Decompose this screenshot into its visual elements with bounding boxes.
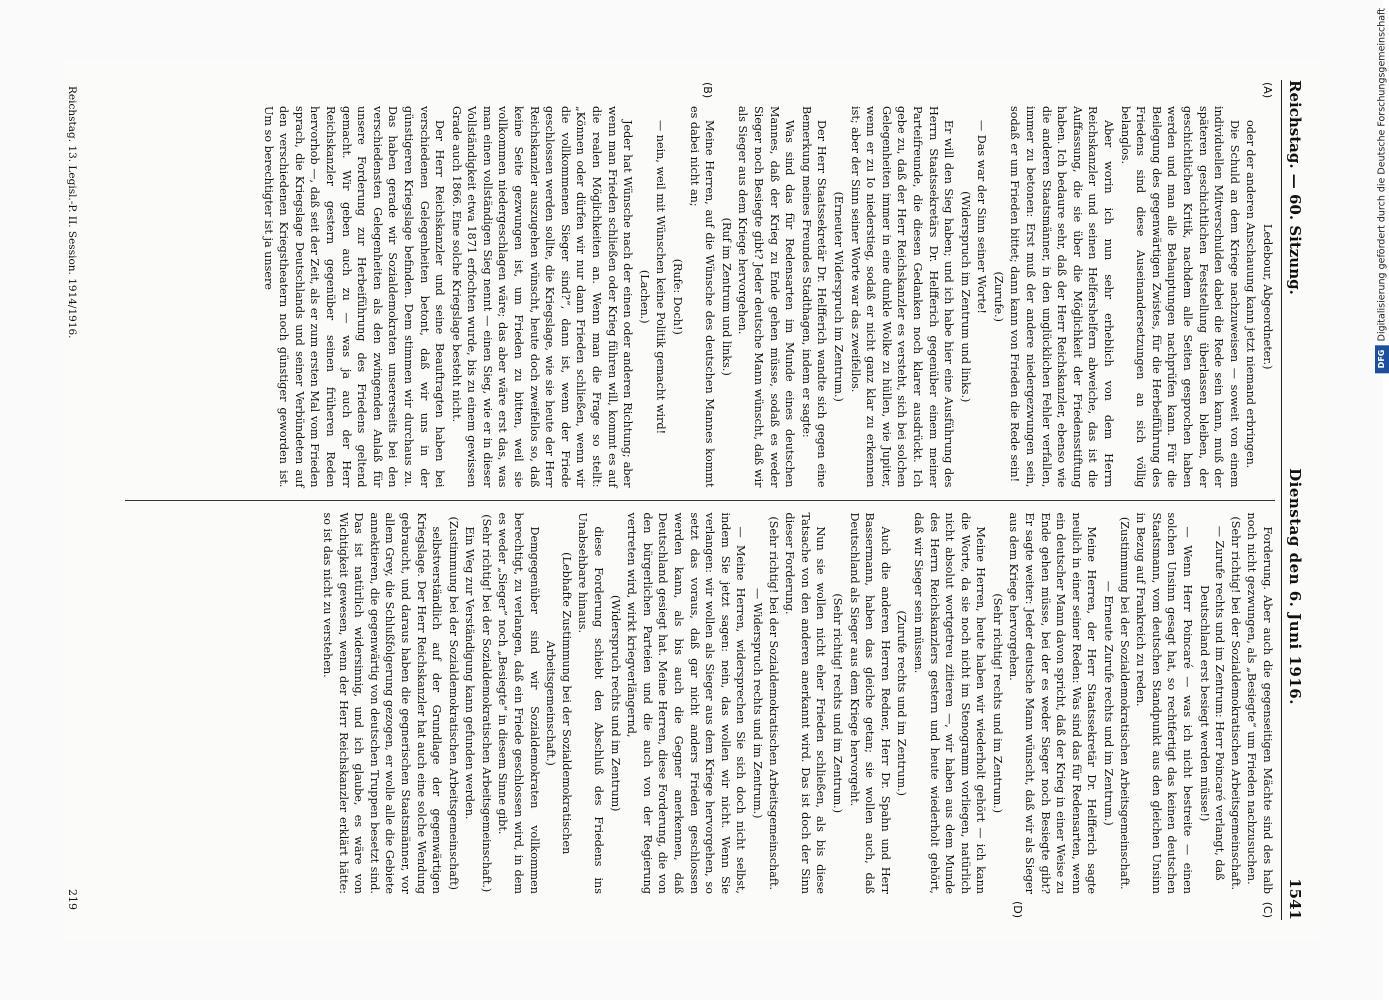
paragraph: Meine Herren, heute haben wir wiederholt gehört — ich kann die Worte, da sie noch nicht im Stenogramm vorliegen, natürlich nicht absolut wortgetreu zitieren —, wir haben aus dem Munde des Herrn Reichskanzlers gestern und heute wiederholt gehört, daß wir Sieger sein müssen.: [911, 512, 987, 894]
paragraph: (Zurufe.): [991, 271, 1005, 323]
paragraph: (Sehr richtig! bei der Sozialdemokratischen Arbeitsgemeinschaft. — Widerspruch rechts und im Zentrum.): [750, 516, 780, 891]
paragraph: Meine Herren, der Herr Staatssekretär Dr. Helfferich sagte neulich in einer seiner Reden: Was sind das für Redensarten, wenn ein deutscher Mann davon spricht, daß der Krieg in einer Weise zu Ende gehen müsse, bei der es weder Sieger noch Besiegte gibt? Er sagte weiter: Jeder deutsche Mann wünscht, daß wir als Sieger aus dem Kriege hervorgehen.: [1007, 512, 1098, 894]
page-number: 1541: [1285, 878, 1304, 920]
paragraph: (Rufe: Doch!): [670, 258, 684, 335]
margin-marker-c: (C): [1260, 901, 1274, 918]
margin-marker-b: (B): [700, 82, 714, 99]
paragraph: (Zustimmung bei der Sozialdemokratischen Arbeitsgemeinschaft. — Erneute Zurufe rechts und im Zentrum.): [1101, 516, 1131, 890]
paragraph: Nun sie wollen nicht eher Frieden schließen, als bis diese Tatsache von den anderen anerkannt wird. Das ist doch der Sinn dieser Forderung.: [782, 512, 827, 894]
paragraph: Ein Weg zur Verständigung kann gefunden werden.: [462, 526, 476, 820]
paragraph: — Das war der Sinn seiner Worte!: [974, 120, 988, 314]
paragraph: Die Schuld an dem Kriege nachzuweisen — soweit von einem individuellen Mitverschulden dabei die Rede sein kann, muß der späteren geschichtlichen Feststellung überlassen bleiben, der geschichtlichen Kritik, nachdem alle Seiten gesprochen haben werden und man alle Behauptungen nachprüfen kann. Für die Beilegung des gegenwärtigen Zwistes, für die Herbeiführung des Friedens sind diese Auseinandersetzungen an sich völlig belanglos.: [1118, 106, 1241, 488]
paragraph: (Widerspruch im Zentrum und links.): [958, 191, 972, 403]
footer-left: Reichstag. 13. Legisl.-P. II. Session. 1914/1916.: [65, 86, 78, 339]
paragraph: (Zustimmung bei der Sozialdemokratischen Arbeitsgemeinschaft): [446, 516, 460, 891]
paragraph: (Sehr richtig! bei der Sozialdemokratischen Arbeitsgemeinschaft.): [479, 514, 493, 893]
paragraph: Jeder hat Wünsche nach der einen oder anderen Richtung; aber wenn man Frieden schließen oder Krieg führen will, kommt es auf die realen Möglichkeiten an. Wenn man die Frage so stellt: „Können oder dürfen wir nur dann Frieden schließen, wenn wir die vollkommenen Sieger sind?“, dann ist, wenn der Friede geschlossen werden sollte, die Kriegslage, wie sie heute der Herr Reichskanzler auszugehen wünscht, heute doch zweifellos so, daß keine Seite gezwungen ist, um Frieden zu bitten, weil sie vollkommen niedergeschlagen wäre; das aber wäre erst das, was man einen vollständigen Sieg nennt — einen Sieg, wie er in dieser Vollständigkeit etwa 1871 erfochten wurde, bis zu einem gewissen Grade auch 1866. Eine solche Kriegslage besteht nicht.: [449, 106, 634, 488]
header-date: Dienstag den 6. Juni 1916.: [1285, 468, 1304, 705]
paragraph: (Lebhafte Zustimmung bei der Sozialdemokratischen Arbeitsgemeinschaft.): [543, 552, 573, 855]
paragraph: (Zurufe rechts und im Zentrum.): [894, 610, 908, 796]
paragraph: Was sind das für Redensarten im Munde eines deutschen Mannes, daß der Krieg zu Ende gehen müsse, sodaß es weder Sieger noch Besiegte gibt? Jeder deutsche Mann wünscht, daß wir als Sieger aus dem Kriege hervorgehen.: [735, 106, 796, 488]
dfg-logo: DFG: [1375, 345, 1389, 373]
paragraph: — Wenn Herr Poincaré — was ich nicht bestreite — einen solchen Unsinn gesagt hat, so rechtfertigt das keinen deutschen Staatsmann, vom deutschen Standpunkt aus den gleichen Unsinn in Bezug auf Frankreich zu reden.: [1133, 512, 1194, 894]
paragraph: (Erneuter Widerspruch im Zentrum.): [831, 191, 845, 402]
paragraph: Der Herr Reichskanzler und seine Beauftragten haben bei verschiedenen Gelegenheiten betont, daß wir uns in der günstigeren Kriegslage befinden. Dem stimmen wir durchaus zu. Das haben gerade wir Sozialdemokraten unsererseits bei den verschiedensten Gelegenheiten als den zwingenden Anlaß für unsere Forderung zur Herbeiführung des Friedens geltend gemacht. Wir geben auch zu — was ja auch der Herr Reichskanzler gestern gegenüber seinen früheren Reden hervorhob —, daß seit der Zeit, als er zum ersten Mal vom Frieden sprach, die Kriegslage Deutschlands und seiner Verbündeten auf den verschiedenen Kriegstheatern noch günstiger geworden ist. Um so berechtigter ist ja unsere: [261, 106, 446, 488]
paragraph: (Lachen.): [637, 269, 651, 324]
paragraph: (Ruf im Zentrum und links.): [719, 217, 733, 376]
left-column: [125, 80, 1275, 501]
paragraph: (Sehr richtig! bei der Sozialdemokratischen Arbeitsgemeinschaft. — Zurufe rechts und im Zentrum: Herr Poincaré verlangt, daß Deutschland erst besiegt werden müsse!): [1197, 516, 1242, 891]
paragraph: (Sehr richtig! rechts und im Zentrum.): [990, 593, 1004, 814]
dfg-credit: [1375, 8, 1389, 373]
dfg-credit-text: Digitalisierung gefördert durch die Deutsche Forschungsgemeinschaft: [1376, 8, 1388, 342]
paragraph: Er will den Sieg haben; und ich habe hier eine Ausführung des Herrn Staatssekretärs Dr. Helfferich gegenüber einem meiner Parteifreunde, die diesen Gedanken noch klarer ausdrückt. Ich gebe zu, daß der Herr Reichskanzler es versteht, sich bei solchen Gelegenheiten immer in eine dunkle Wolke zu hüllen, wie Jupiter, wenn er zu Io niederstieg, sodaß er nicht ganz klar zu erkennen ist; aber der Sinn seiner Worte war das zweifellos.: [848, 106, 955, 488]
right-column: [125, 501, 1275, 921]
paragraph: — Meine Herren, widersprechen Sie sich doch nicht selbst, indem Sie jetzt sagen: nein, das wollen wir nicht. Wenn Sie verlangen: wir wollen als Sieger aus dem Kriege hervorgehen, so setzt das voraus, daß gar nicht anders Frieden geschlossen werden kann, als bis auch die Gegner anerkennen, daß Deutschland gesiegt hat. Meine Herren, diese Forderung, die von den bürgerlichen Parteien und die auch von der Regierung vertreten wird, wirkt kriegverlängernd,: [624, 512, 747, 894]
paragraph: Ledebour, Abgeordneter.): [1260, 224, 1274, 370]
header-left: Reichstag. — 60. Sitzung.: [1285, 80, 1304, 295]
paragraph: Meine Herren, auf die Wünsche des deutschen Mannes kommt es dabei nicht an;: [687, 106, 716, 488]
paragraph: Aber worin ich nun sehr erheblich von dem Herrn Reichskanzler und seinen Helfershelfern abweiche, das ist die Auffassung, die sie über die Möglichkeit der Friedensstiftung haben. Ich bedaure sehr, daß der Herr Reichskanzler, ebenso wie die anderen Staatsmänner, in den unglücklichen Fehler verfallen, immer zu betonen: Erst muß der andere niedergezwungen sein, sodaß er um Frieden bittet; dann kann von Frieden die Rede sein!: [1008, 106, 1115, 488]
paragraph: selbstverständlich auf der Grundlage der gegenwärtigen Kriegslage. Der Herr Reichskanzler hat auch eine solche Wendung gebraucht, und daraus haben die gegnerischen Staatsmänner, vor allem Grey, die Schlußfolgerung gezogen, er wolle alle die Gebiete annektieren, die gegenwärtig von deutschen Truppen besetzt sind. Das ist natürlich widersinnig, und ich glaube, es wäre von Wichtigkeit gewesen, wenn der Herr Reichskanzler erklärt hätte: so ist das nicht zu verstehen.: [320, 512, 443, 894]
paragraph: Der Herr Staatssekretär Dr. Helfferich wandte sich gegen eine Bemerkung meines Freundes Stadthagen, indem er sagte:: [799, 106, 828, 488]
page-header: [1281, 80, 1304, 920]
footer-page-number: 219: [65, 889, 79, 910]
text-columns: [125, 80, 1275, 920]
paragraph: Auch die anderen Herren Redner, Herr Dr. Spahn und Herr Bassermann, haben das gleiche getan; sie wollen auch, daß Deutschland als Sieger aus dem Kriege hervorgeht.: [847, 512, 892, 894]
margin-marker-d: (D): [1010, 900, 1024, 918]
paragraph: — nein, weil mit Wünschen keine Politik gemacht wird!: [653, 120, 667, 435]
rotated-page: [62, 60, 1322, 940]
paragraph: Forderung. Aber auch die gegenseitigen Mächte sind des halb noch nicht gezwungen, als „Besiegte“ um Frieden nachzusuchen.: [1244, 512, 1274, 894]
margin-marker-a: (A): [1260, 82, 1274, 99]
paragraph: (Widerspruch rechts und im Zentrum): [608, 594, 622, 812]
paragraph: oder der anderen Anschauung kann jetzt niemand erbringen.: [1243, 120, 1257, 469]
paragraph: diese Forderung schiebt den Abschluß des Friedens ins Unabsehbare hinaus.: [575, 512, 605, 894]
paragraph: (Sehr richtig! rechts und im Zentrum.): [830, 593, 844, 814]
paragraph: Demgegenüber sind wir Sozialdemokraten vollkommen berechtigt, zu verlangen, daß ein Friede geschlossen wird, in dem es weder „Sieger“ noch „Besiegte“ in diesem Sinne gibt.: [496, 512, 541, 894]
